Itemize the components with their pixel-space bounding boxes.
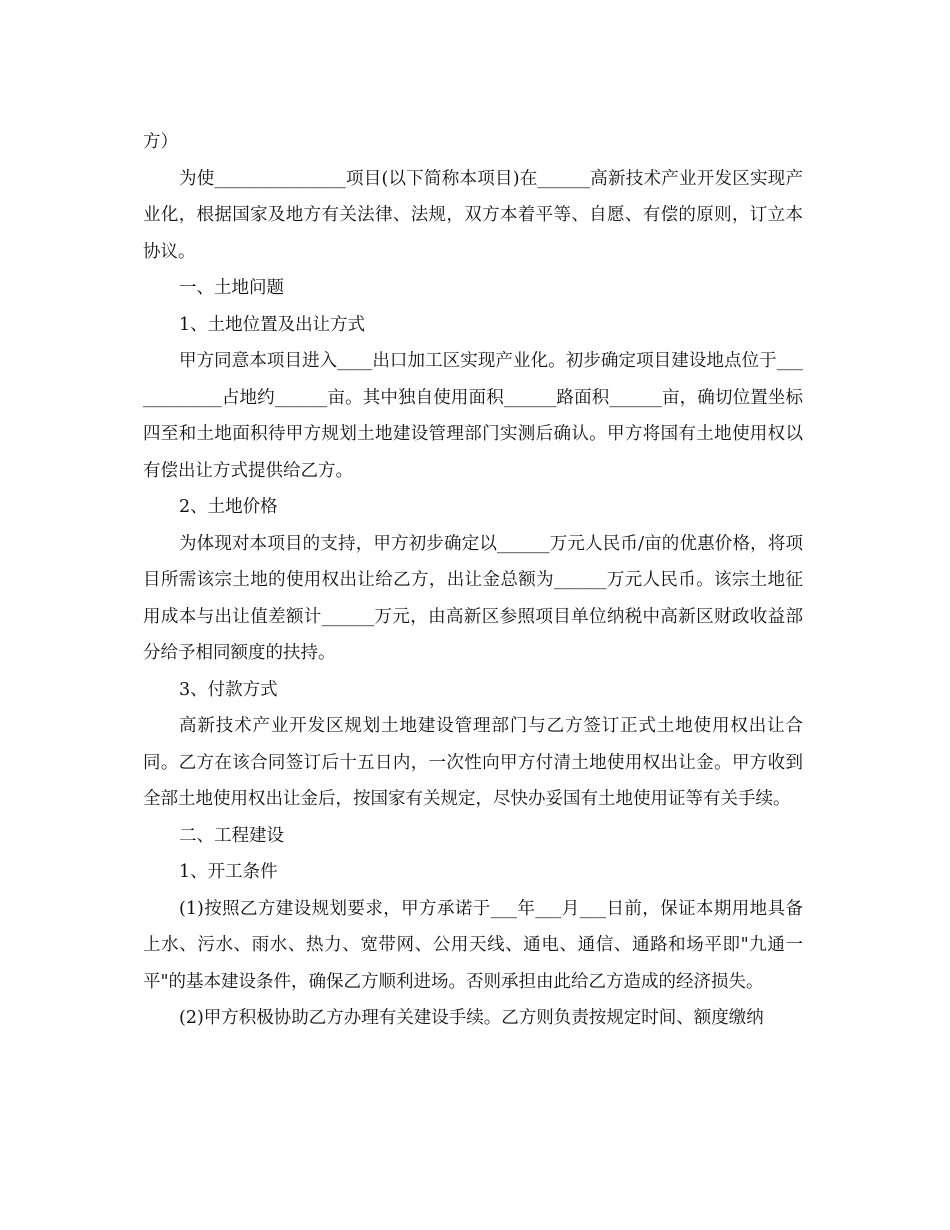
paragraph-fragment: 方） bbox=[143, 132, 178, 152]
paragraph-land-location: 甲方同意本项目进入____出口加工区实现产业化。初步确定项目建设地点位于____________占地约______亩。其中独自使用面积______路面积______亩，确切位置坐标四至和土地面积待甲方规划土地建设管理部门实测后确认。甲方将国有土地使用权以有偿出让方式提供给乙方。 bbox=[143, 351, 803, 481]
heading-land-price: 2、土地价格 bbox=[179, 497, 278, 517]
document-body bbox=[143, 124, 803, 1037]
paragraph-intro: 为使_______________项目(以下简称本项目)在______高新技术产业开发区实现产业化，根据国家及地方有关法律、法规，双方本着平等、自愿、有偿的原则，订立本协议。 bbox=[143, 168, 803, 262]
heading-land-location: 1、土地位置及出让方式 bbox=[179, 314, 366, 335]
heading-land-issues: 一、土地问题 bbox=[179, 278, 284, 298]
paragraph-condition-2: (2)甲方积极协助乙方办理有关建设手续。乙方则负责按规定时间、额度缴纳 bbox=[179, 1008, 764, 1028]
paragraph-land-price: 为体现对本项目的支持，甲方初步确定以______万元人民币/亩的优惠价格，将项目所需该宗土地的使用权出让给乙方，出让金总额为______万元人民币。该宗土地征用成本与出让值差额计______万元，由高新区参照项目单位纳税中高新区财政收益部分给予相同额度的扶持。 bbox=[143, 533, 803, 663]
paragraph-condition-1: (1)按照乙方建设规划要求，甲方承诺于___年___月___日前，保证本期用地具备上水、污水、雨水、热力、宽带网、公用天线、通电、通信、通路和场平即"九通一平"的基本建设条件，确保乙方顺利进场。否则承担由此给乙方造成的经济损失。 bbox=[143, 898, 803, 992]
heading-construction: 二、工程建设 bbox=[179, 825, 284, 846]
paragraph-payment: 高新技术产业开发区规划土地建设管理部门与乙方签订正式土地使用权出让合同。乙方在该合同签订后十五日内，一次性向甲方付清土地使用权出让金。甲方收到全部土地使用权出让金后，按国家有关规定，尽快办妥国有土地使用证等有关手续。 bbox=[143, 716, 803, 809]
heading-payment: 3、付款方式 bbox=[179, 679, 278, 700]
heading-start-conditions: 1、开工条件 bbox=[179, 862, 278, 882]
